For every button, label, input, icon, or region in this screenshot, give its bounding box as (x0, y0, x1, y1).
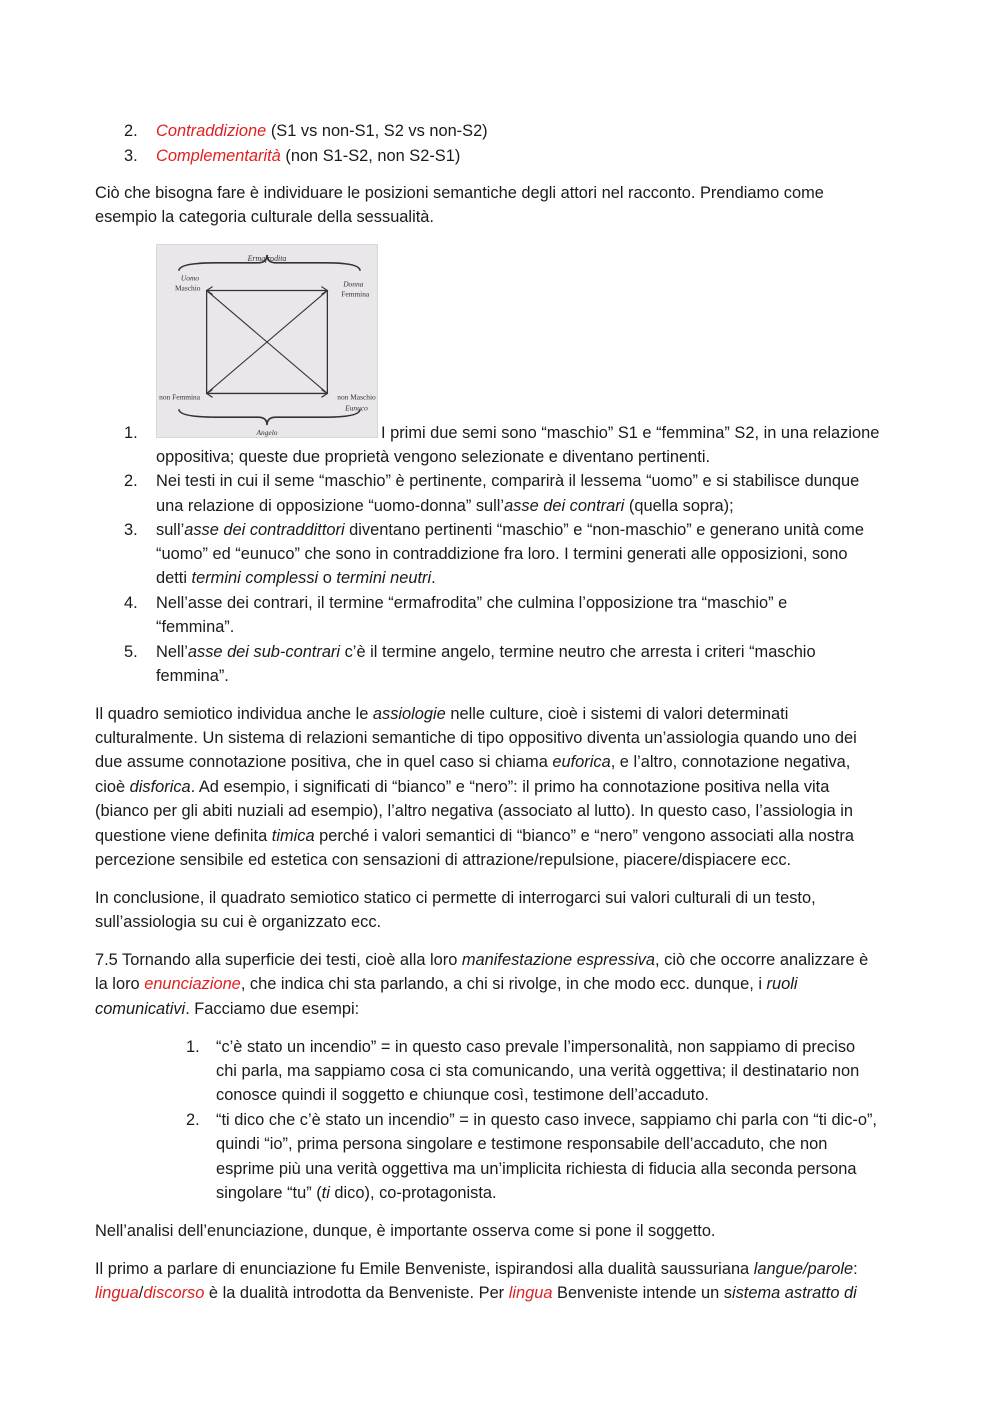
text: / (138, 1284, 144, 1302)
text: singolare “tu” ( (216, 1184, 322, 1202)
list-item-line: “uomo” ed “eunuco” che sono in contraddizione fra loro. I termini generati alle opposizioni, sono (156, 545, 848, 563)
text: . Ad esempio, i significati di “bianco” e “nero”: il primo ha connotazione positiva nella vita (190, 778, 830, 796)
text: detti (156, 569, 192, 587)
text: . Facciamo due esempi: (185, 1000, 360, 1018)
list-number: 2. (124, 122, 138, 140)
list-item-line (156, 494, 734, 518)
term-complessi: termini complessi (191, 569, 319, 587)
paragraph-line: percezione sensibile ed estetica con sensazioni di attrazione/repulsione, piacere/dispiacere ecc. (95, 851, 792, 869)
text: o (318, 569, 337, 587)
list-item (156, 119, 488, 143)
paragraph-line: (bianco per gli abiti nuziali ad esempio), l’altro negativa (associato al lutto). In questo caso, l’assiologia in (95, 802, 854, 820)
example-line: “c’è stato un incendio” = in questo caso prevale l’impersonalità, non sappiamo di preciso (216, 1038, 856, 1056)
term-lingua: lingua (95, 1284, 139, 1302)
bottom-brace (179, 409, 360, 425)
example-line: “ti dico che c’è stato un incendio” = in questo caso invece, sappiamo chi parla con “ti dic-o”, (216, 1111, 877, 1129)
label-eunuco: Eunuco (345, 403, 368, 413)
list-number: 1. (124, 424, 138, 442)
label-angelo: Angelo (256, 428, 278, 437)
semiotic-square-diagram (157, 245, 377, 437)
paragraph-line (95, 997, 359, 1021)
label-non-femmina: non Femmina (159, 392, 201, 402)
paragraph-line (95, 1281, 857, 1305)
text: , e l’altro, connotazione negativa, (610, 753, 851, 771)
term-enunciazione: enunciazione (144, 975, 241, 993)
paragraph-line (95, 1257, 858, 1281)
paragraph-line: In conclusione, il quadrato semiotico statico ci permette di interrogarci sui valori culturali di un testo, (95, 889, 816, 907)
text: , che indica chi sta parlando, a chi si rivolge, in che modo ecc. dunque, i (240, 975, 767, 993)
term-asse-contraddittori: asse dei contraddittori (184, 521, 345, 539)
term-langue-parole: langue/parole (753, 1260, 854, 1278)
term-neutri: termini neutri (336, 569, 432, 587)
example-line (216, 1181, 497, 1205)
term-manifestazione-espressiva: manifestazione espressiva (461, 951, 656, 969)
list-number: 5. (124, 643, 138, 661)
list-number: 2. (186, 1111, 200, 1129)
text: due assume connotazione positiva, che in quel caso si chiama (95, 753, 553, 771)
term-lingua: lingua (508, 1284, 553, 1302)
list-item-line: Nell’asse dei contrari, il termine “ermafrodita” che culmina l’opposizione tra “maschio” e (156, 594, 788, 612)
text: Il primo a parlare di enunciazione fu Emile Benveniste, ispirandosi alla dualità saussuriana (95, 1260, 754, 1278)
term-contraddizione: Contraddizione (156, 122, 267, 140)
list-item-line: Nei testi in cui il seme “maschio” è pertinente, comparirà il lessema “uomo” e si stabilisce dunque (156, 472, 860, 490)
text: diventano pertinenti “maschio” e “non-maschio” e generano unità come (344, 521, 864, 539)
label-ermafrodita: Ermafrodita (247, 253, 287, 263)
paragraph-line: Nell’analisi dell’enunciazione, dunque, è importante osserva come si pone il soggetto. (95, 1222, 716, 1240)
text: dico), co-protagonista. (329, 1184, 497, 1202)
list-number: 3. (124, 147, 138, 165)
paragraph-line (95, 775, 829, 799)
example-line: chi parla, ma sappiamo cosa ci sta comunicando, una verità oggettiva; il destinatario non (216, 1062, 860, 1080)
term-timica: timica (271, 827, 315, 845)
text: nelle culture, cioè i sistemi di valori determinati (445, 705, 789, 723)
text: questione viene definita (95, 827, 272, 845)
term-sistema-astratto: istema astratto di (731, 1284, 857, 1302)
example-line: conosce quindi il soggetto e chiunque così, testimone dell’accaduto. (216, 1086, 709, 1104)
text: : (853, 1260, 858, 1278)
list-number: 3. (124, 521, 138, 539)
list-item-line: femmina”. (156, 667, 229, 685)
term-complementarita: Complementarità (156, 147, 281, 165)
label-donna: Donna (343, 279, 364, 289)
list-item-text: (S1 vs non-S1, S2 vs non-S2) (266, 122, 488, 140)
term-asse-sub-contrari: asse dei sub-contrari (187, 643, 341, 661)
label-femmina: Femmina (341, 289, 370, 299)
term-assiologie: assiologie (372, 705, 446, 723)
paragraph-line (95, 972, 798, 996)
example-line: quindi “io”, prima persona singolare e testimone responsabile dell’accaduto, che non (216, 1135, 828, 1153)
text: la loro (95, 975, 145, 993)
paragraph-line (95, 948, 868, 972)
list-item-line (156, 518, 864, 542)
list-number: 2. (124, 472, 138, 490)
term-euforica: euforica (552, 753, 611, 771)
text: sull’ (156, 521, 185, 539)
term-ruoli: ruoli (766, 975, 798, 993)
paragraph-line (95, 750, 850, 774)
list-item-line: “femmina”. (156, 618, 235, 636)
text: . (431, 569, 436, 587)
paragraph-line (95, 824, 854, 848)
semiotic-square-photo (156, 244, 378, 438)
text: (quella sopra); (624, 497, 734, 515)
list-item-line (156, 640, 816, 664)
text: perché i valori semantici di “bianco” e “nero” vengono associati alla nostra (314, 827, 854, 845)
text: Nell’ (156, 643, 188, 661)
list-item (156, 144, 460, 168)
paragraph-line: sull’assiologia su cui è organizzato ecc. (95, 913, 382, 931)
list-item-line: I primi due semi sono “maschio” S1 e “femmina” S2, in una relazione (381, 424, 880, 442)
label-uomo: Uomo (180, 273, 200, 283)
term-ti: ti (321, 1184, 330, 1202)
term-disforica: disforica (129, 778, 191, 796)
text: cioè (95, 778, 130, 796)
text: Il quadro semiotico individua anche le (95, 705, 373, 723)
paragraph-line (95, 702, 788, 726)
term-discorso: discorso (143, 1284, 205, 1302)
list-number: 4. (124, 594, 138, 612)
list-item-line: oppositiva; queste due proprietà vengono selezionate e diventano pertinenti. (156, 448, 711, 466)
text: una relazione di opposizione “uomo-donna” sull’ (156, 497, 505, 515)
text: , ciò che occorre analizzare è (655, 951, 869, 969)
list-item-line (156, 566, 436, 590)
label-maschio: Maschio (174, 283, 201, 293)
example-line: esprime più una verità oggettiva ma un’implicita richiesta di fiducia alla seconda persona (216, 1160, 857, 1178)
list-number: 1. (186, 1038, 200, 1056)
term-asse-contrari: asse dei contrari (504, 497, 625, 515)
text: è la dualità introdotta da Benveniste. Per (204, 1284, 509, 1302)
paragraph-line: culturalmente. Un sistema di relazioni semantiche di tipo oppositivo diventa un’assiologia quando uno dei (95, 729, 857, 747)
paragraph-line: esempio la categoria culturale della sessualità. (95, 208, 434, 226)
text: 7.5 Tornando alla superficie dei testi, cioè alla loro (95, 951, 462, 969)
label-non-maschio: non Maschio (337, 392, 376, 402)
paragraph-line: Ciò che bisogna fare è individuare le posizioni semantiche degli attori nel racconto. Prendiamo come (95, 184, 824, 202)
term-comunicativi: comunicativi (95, 1000, 186, 1018)
text: Benveniste intende un s (552, 1284, 732, 1302)
list-item-text: (non S1-S2, non S2-S1) (280, 147, 461, 165)
text: c’è il termine angelo, termine neutro che arresta i criteri “maschio (340, 643, 816, 661)
